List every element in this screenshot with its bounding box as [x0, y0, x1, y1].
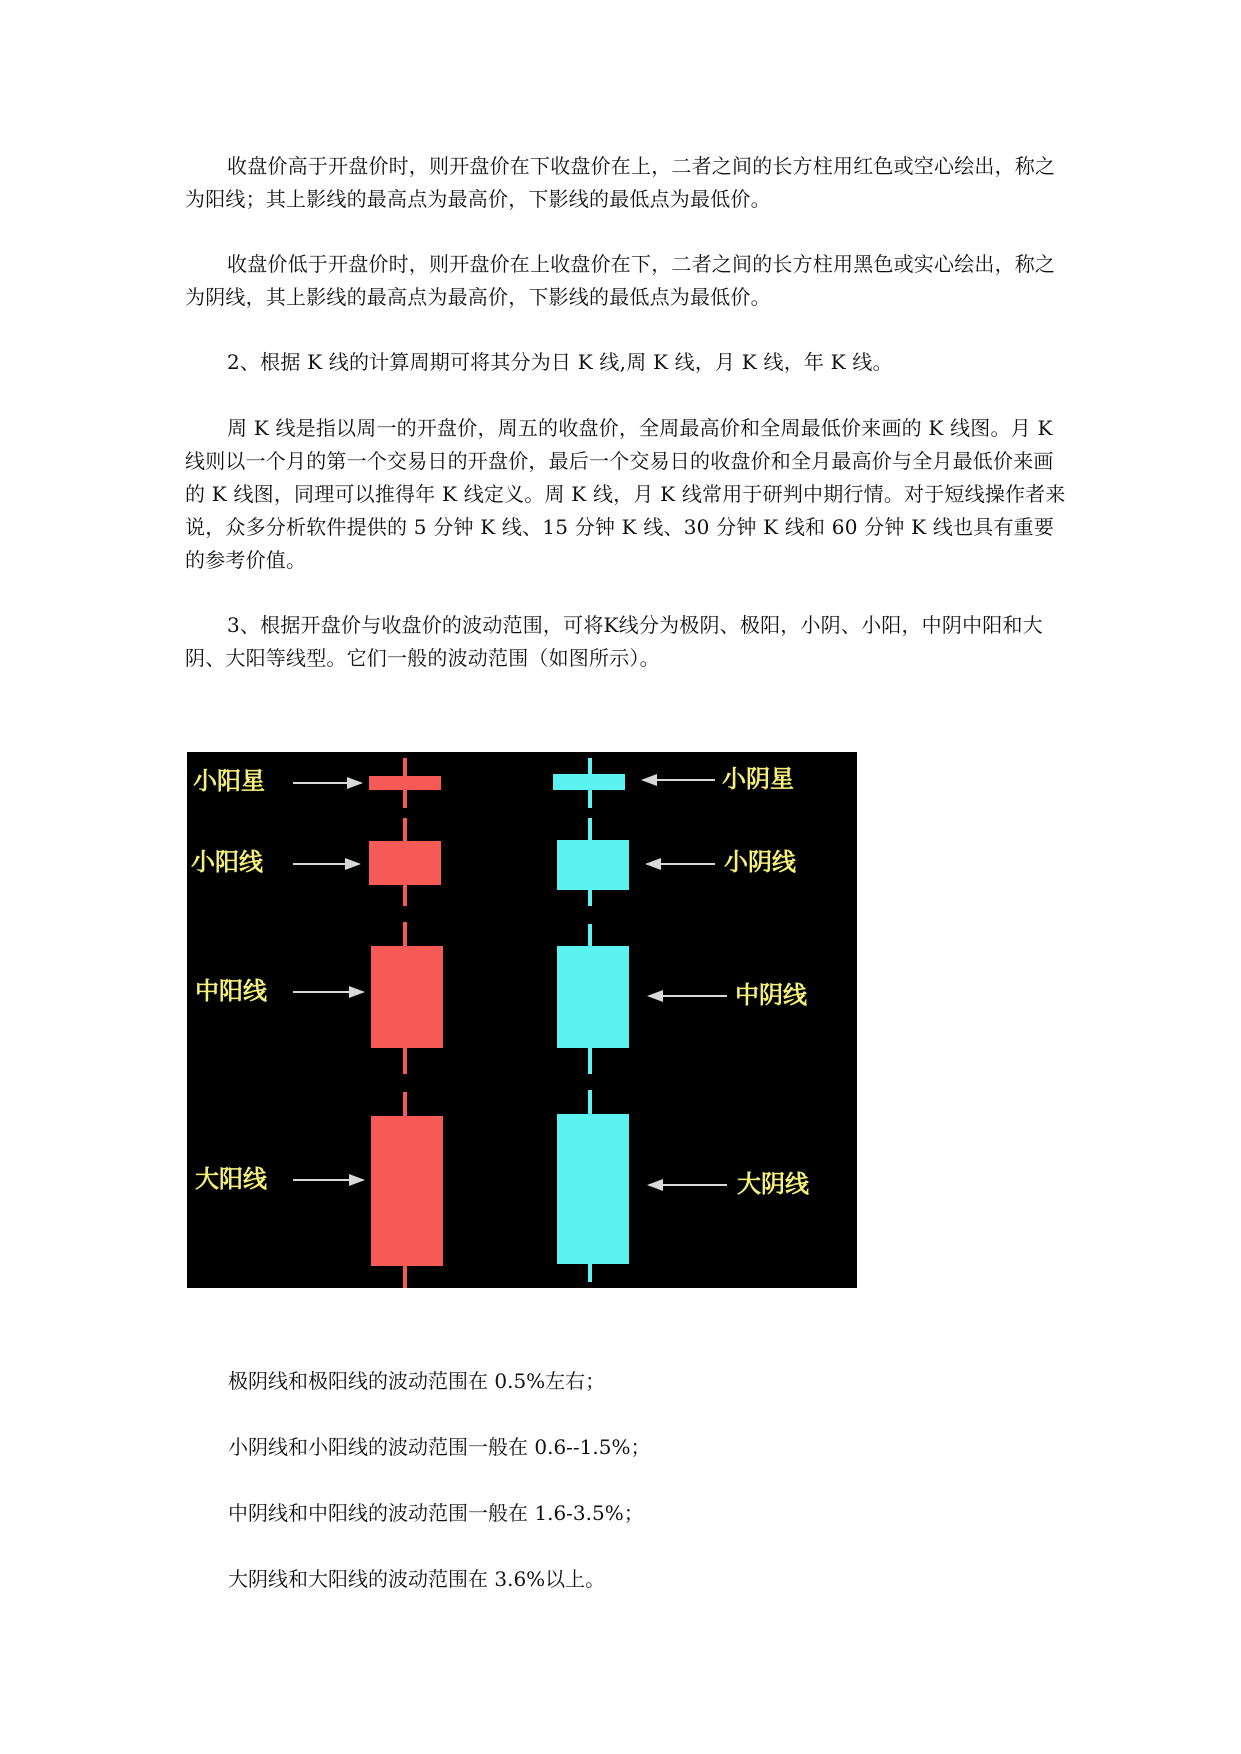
range-extreme: 极阴线和极阳线的波动范围在 0.5%左右；: [228, 1369, 606, 1393]
label-small-yang-line: 小阳线: [191, 848, 263, 876]
label-small-yin-star: 小阴星: [722, 765, 794, 793]
paragraph-text: 收盘价高于开盘价时，则开盘价在下收盘价在上，二者之间的长方柱用红色或空心绘出，称之为阳线；其上影线的最高点为最高价，下影线的最低点为最低价。: [185, 154, 1056, 211]
range-large: 大阴线和大阳线的波动范围在 3.6%以上。: [228, 1567, 606, 1591]
candlestick-figure: [187, 752, 857, 1288]
paragraph-text: 周 K 线是指以周一的开盘价，周五的收盘价，全周最高价和全周最低价来画的 K 线图。月 K 线则以一个月的第一个交易日的开盘价，最后一个交易日的收盘价和全月最高价与全月最低价来画的 K 线图，同理可以推得年 K 线定义。周 K 线，月 K 线常用于研判中期行情。对于短线操作者来说，众多分析软件提供的 5 分钟 K 线、15 分钟 K 线、30 分钟 K 线和 60 分钟 K 线也具有重要的参考价值。: [185, 416, 1066, 572]
paragraph-yang-definition: [185, 150, 1070, 216]
figure-background: [187, 752, 857, 1288]
label-small-yin-line: 小阴线: [724, 848, 796, 876]
paragraph-period-types: [185, 346, 1070, 379]
paragraph-weekly-monthly: [185, 412, 1070, 577]
yin-candle-large: [557, 1090, 629, 1282]
range-small: 小阴线和小阳线的波动范围一般在 0.6--1.5%；: [228, 1435, 651, 1459]
label-medium-yin-line: 中阴线: [735, 981, 807, 1009]
paragraph-range-types: [185, 609, 1070, 675]
range-medium: 中阴线和中阳线的波动范围一般在 1.6-3.5%；: [228, 1501, 644, 1525]
paragraph-text: 3、根据开盘价与收盘价的波动范围，可将K线分为极阴、极阳，小阴、小阳，中阴中阳和大阴、大阳等线型。它们一般的波动范围（如图所示）。: [185, 613, 1043, 670]
label-large-yang-line: 大阳线: [195, 1165, 267, 1193]
label-small-yang-star: 小阳星: [193, 767, 265, 795]
paragraph-text: 2、根据 K 线的计算周期可将其分为日 K 线,周 K 线，月 K 线，年 K 线。: [227, 350, 893, 374]
label-large-yin-line: 大阴线: [737, 1170, 809, 1198]
yang-candle-large: [371, 1092, 443, 1288]
paragraph-yin-definition: [185, 248, 1070, 314]
candlestick-diagram: [187, 752, 857, 1288]
paragraph-text: 收盘价低于开盘价时，则开盘价在上收盘价在下，二者之间的长方柱用黑色或实心绘出，称之为阴线，其上影线的最高点为最高价，下影线的最低点为最低价。: [185, 252, 1056, 309]
label-medium-yang-line: 中阳线: [195, 977, 267, 1005]
